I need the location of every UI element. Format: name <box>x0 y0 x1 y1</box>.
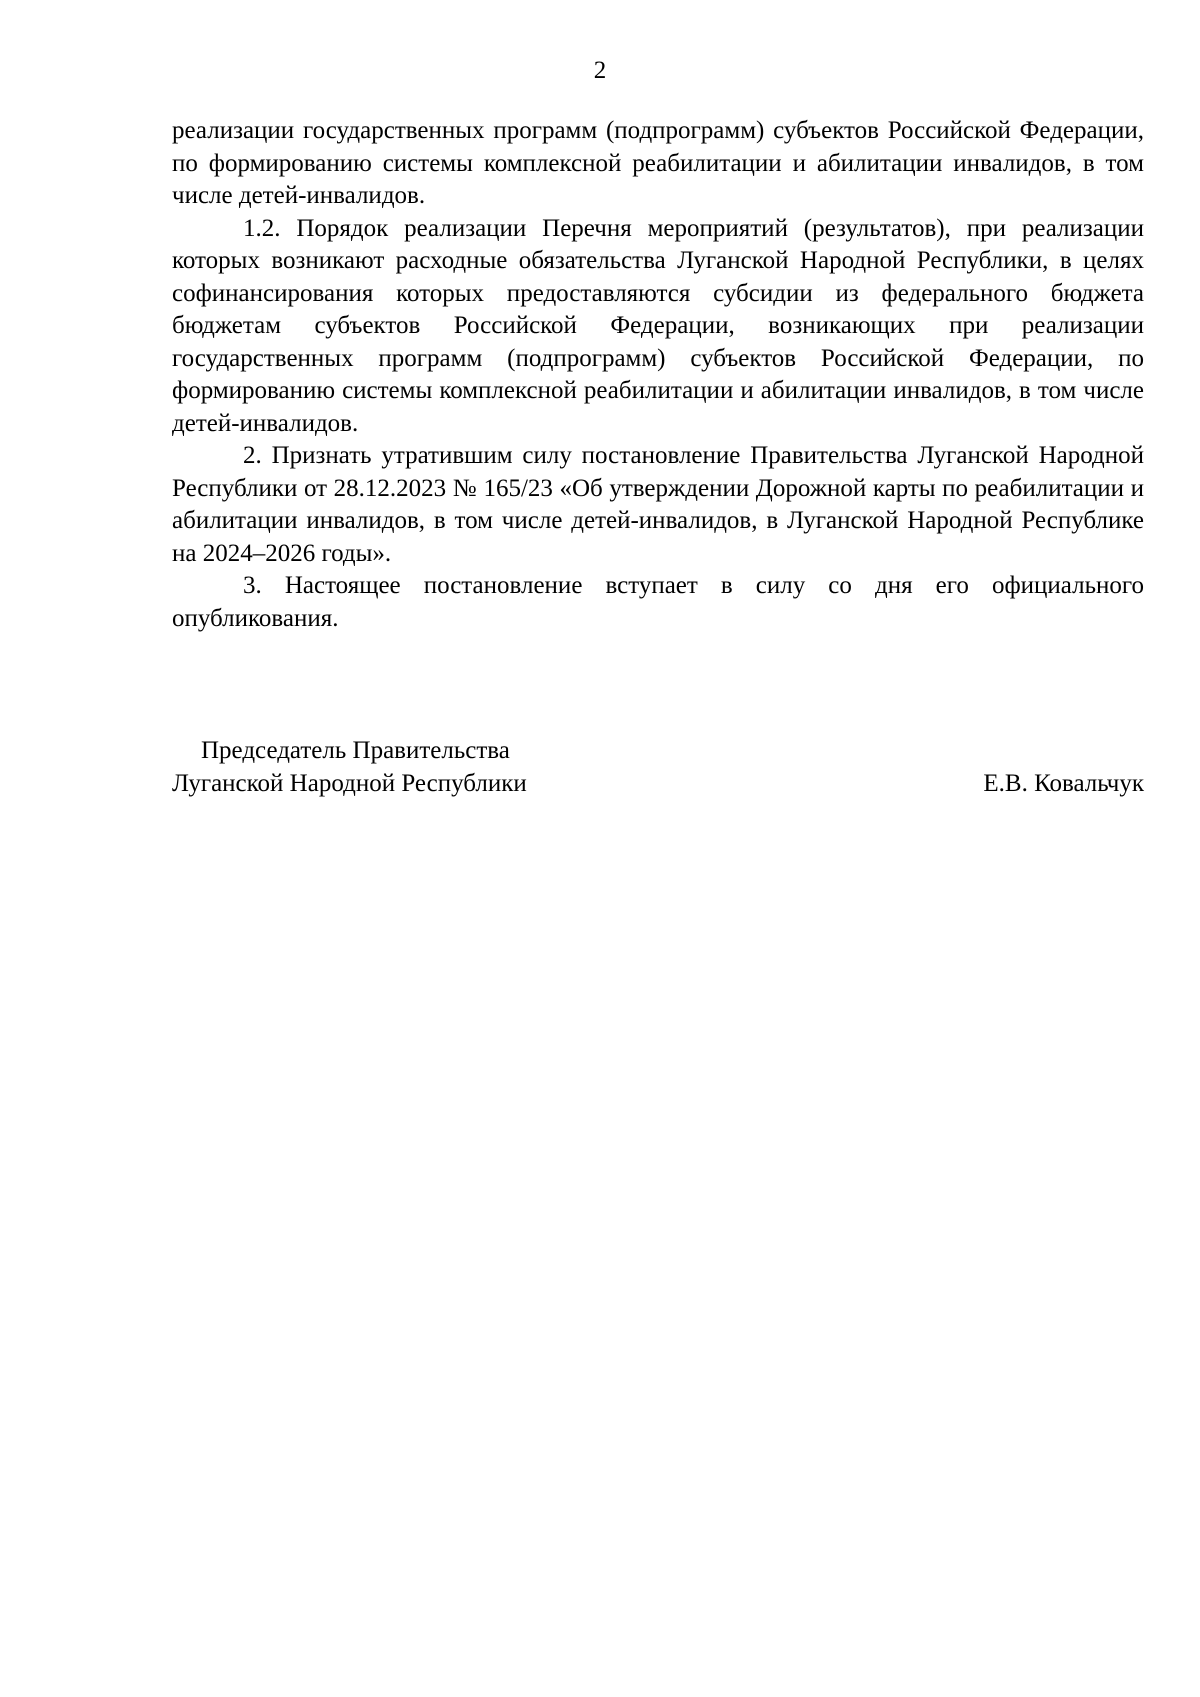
signatory-position-line2: Луганской Народной Республики <box>172 769 527 797</box>
paragraph-item-1-2: 1.2. Порядок реализации Перечня мероприятий (результатов), при реализации которых возникают расходные обязательства Луганской Народной Республики, в целях софинансирования которых предоставляются субсидии из федерального бюджета бюджетам субъектов Российской Федерации, возникающих при реализации государственных программ (подпрограмм) субъектов Российской Федерации, по формированию системы комплексной реабилитации и абилитации инвалидов, в том числе детей-инвалидов. <box>172 214 1144 437</box>
paragraph-item-3: 3. Настоящее постановление вступает в силу со дня его официального опубликования. <box>172 572 1144 632</box>
paragraph-item-2: 2. Признать утратившим силу постановление Правительства Луганской Народной Республики от 28.12.2023 № 165/23 «Об утверждении Дорожной карты по реабилитации и абилитации инвалидов, в том числе детей-инвалидов, в Луганской Народной Республике на 2024–2026 годы». <box>172 442 1144 567</box>
signatory-row <box>172 768 1144 801</box>
paragraph-continuation: реализации государственных программ (подпрограмм) субъектов Российской Федерации, по формированию системы комплексной реабилитации и абилитации инвалидов, в том числе детей-инвалидов. <box>172 117 1144 209</box>
signature-block <box>172 735 1144 800</box>
document-body <box>172 115 1144 635</box>
signatory-name: Е.В. Ковальчук <box>983 769 1144 797</box>
signatory-position-line1: Председатель Правительства <box>201 737 510 764</box>
page-number: 2 <box>593 57 607 84</box>
